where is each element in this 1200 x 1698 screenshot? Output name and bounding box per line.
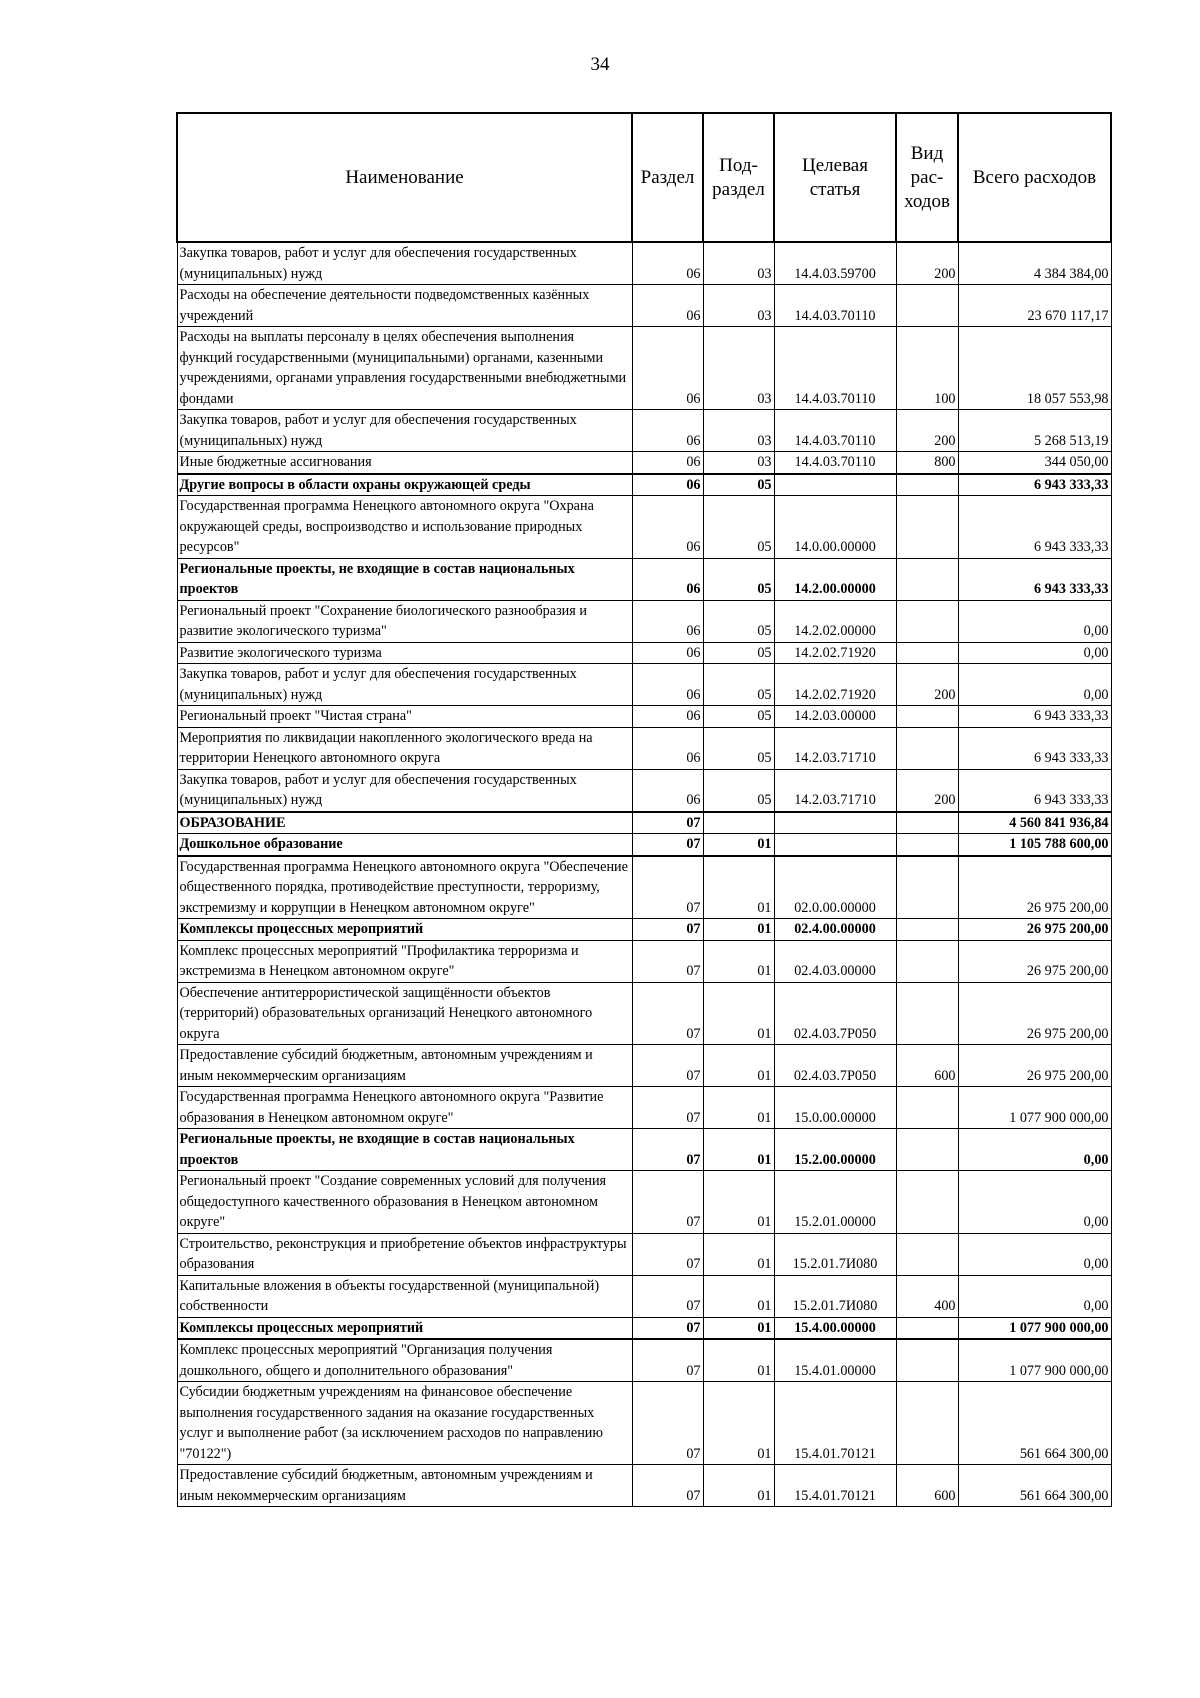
row-section-cell: 07 <box>632 834 703 856</box>
row-subsection-cell: 01 <box>703 919 774 941</box>
table-row <box>177 327 1111 410</box>
row-target-cell: 14.4.03.70110 <box>774 452 896 474</box>
row-total-cell: 344 050,00 <box>958 452 1111 474</box>
row-total-cell: 26 975 200,00 <box>958 856 1111 919</box>
row-name-cell: Комплекс процессных мероприятий "Организация получения дошкольного, общего и дополнительного образования" <box>177 1339 632 1382</box>
row-kind-cell: 200 <box>896 664 958 706</box>
header-section: Раздел <box>632 113 703 242</box>
row-target-cell: 14.2.02.71920 <box>774 642 896 664</box>
row-total-cell: 1 077 900 000,00 <box>958 1339 1111 1382</box>
row-section-cell: 06 <box>632 452 703 474</box>
row-subsection-cell: 01 <box>703 982 774 1045</box>
row-section-cell: 06 <box>632 706 703 728</box>
table-row <box>177 600 1111 642</box>
table-row <box>177 940 1111 982</box>
row-section-cell: 06 <box>632 410 703 452</box>
row-subsection-cell: 03 <box>703 285 774 327</box>
row-target-cell: 14.2.03.71710 <box>774 727 896 769</box>
row-kind-cell <box>896 1087 958 1129</box>
row-total-cell: 1 077 900 000,00 <box>958 1317 1111 1339</box>
table-row <box>177 474 1111 496</box>
row-section-cell: 07 <box>632 856 703 919</box>
row-target-cell: 14.4.03.70110 <box>774 327 896 410</box>
row-target-cell: 15.4.00.00000 <box>774 1317 896 1339</box>
row-subsection-cell: 05 <box>703 727 774 769</box>
row-name-cell: Предоставление субсидий бюджетным, автономным учреждениям и иным некоммерческим организациям <box>177 1045 632 1087</box>
row-name-cell: Комплекс процессных мероприятий "Профилактика терроризма и экстремизма в Ненецком автономном округе" <box>177 940 632 982</box>
row-total-cell: 0,00 <box>958 1129 1111 1171</box>
row-kind-cell <box>896 558 958 600</box>
row-subsection-cell: 05 <box>703 474 774 496</box>
row-section-cell: 06 <box>632 496 703 559</box>
row-target-cell: 15.2.00.00000 <box>774 1129 896 1171</box>
row-name-cell: Дошкольное образование <box>177 834 632 856</box>
table-row <box>177 1087 1111 1129</box>
row-kind-cell <box>896 1382 958 1465</box>
row-section-cell: 07 <box>632 1045 703 1087</box>
table-row <box>177 1129 1111 1171</box>
table-row <box>177 496 1111 559</box>
row-kind-cell <box>896 1339 958 1382</box>
row-kind-cell <box>896 285 958 327</box>
header-total: Всего расходов <box>958 113 1111 242</box>
row-subsection-cell: 03 <box>703 452 774 474</box>
row-kind-cell: 100 <box>896 327 958 410</box>
row-subsection-cell: 05 <box>703 642 774 664</box>
row-target-cell: 15.2.01.00000 <box>774 1171 896 1234</box>
row-name-cell: ОБРАЗОВАНИЕ <box>177 812 632 834</box>
table-row <box>177 285 1111 327</box>
table-row <box>177 706 1111 728</box>
table-body <box>177 242 1111 1507</box>
row-total-cell: 6 943 333,33 <box>958 496 1111 559</box>
row-subsection-cell: 05 <box>703 769 774 812</box>
table-header-row <box>177 113 1111 242</box>
row-name-cell: Расходы на выплаты персоналу в целях обеспечения выполнения функций государственными (муниципальными) органами, казенными учреждениями, органами управления государственными внебюджетными фондами <box>177 327 632 410</box>
row-name-cell: Иные бюджетные ассигнования <box>177 452 632 474</box>
table-row <box>177 919 1111 941</box>
row-total-cell: 6 943 333,33 <box>958 706 1111 728</box>
row-subsection-cell: 05 <box>703 706 774 728</box>
row-subsection-cell: 03 <box>703 410 774 452</box>
table-row <box>177 1465 1111 1507</box>
row-section-cell: 07 <box>632 940 703 982</box>
row-name-cell: Государственная программа Ненецкого автономного округа "Развитие образования в Ненецком автономном округе" <box>177 1087 632 1129</box>
row-total-cell: 0,00 <box>958 642 1111 664</box>
row-target-cell: 15.2.01.7И080 <box>774 1275 896 1317</box>
row-kind-cell <box>896 856 958 919</box>
row-kind-cell <box>896 834 958 856</box>
row-target-cell: 02.4.03.7Р050 <box>774 1045 896 1087</box>
row-total-cell: 6 943 333,33 <box>958 558 1111 600</box>
row-target-cell <box>774 812 896 834</box>
row-name-cell: Закупка товаров, работ и услуг для обеспечения государственных (муниципальных) нужд <box>177 769 632 812</box>
row-subsection-cell: 05 <box>703 664 774 706</box>
row-kind-cell <box>896 1171 958 1234</box>
row-subsection-cell: 01 <box>703 834 774 856</box>
row-section-cell: 06 <box>632 558 703 600</box>
row-name-cell: Государственная программа Ненецкого автономного округа "Охрана окружающей среды, воспроизводство и использование природных ресурсов" <box>177 496 632 559</box>
row-kind-cell <box>896 1233 958 1275</box>
row-section-cell: 06 <box>632 600 703 642</box>
row-target-cell: 02.0.00.00000 <box>774 856 896 919</box>
row-target-cell: 14.2.03.00000 <box>774 706 896 728</box>
row-subsection-cell <box>703 812 774 834</box>
row-total-cell: 5 268 513,19 <box>958 410 1111 452</box>
table-row <box>177 1171 1111 1234</box>
row-kind-cell <box>896 706 958 728</box>
row-total-cell: 26 975 200,00 <box>958 1045 1111 1087</box>
row-total-cell: 0,00 <box>958 1233 1111 1275</box>
header-target: Целевая статья <box>774 113 896 242</box>
header-kind: Вид рас-ходов <box>896 113 958 242</box>
row-total-cell: 561 664 300,00 <box>958 1382 1111 1465</box>
table-row <box>177 242 1111 285</box>
table-row <box>177 664 1111 706</box>
row-section-cell: 07 <box>632 1465 703 1507</box>
page-number: 34 <box>590 54 610 75</box>
row-name-cell: Региональные проекты, не входящие в состав национальных проектов <box>177 1129 632 1171</box>
row-total-cell: 6 943 333,33 <box>958 769 1111 812</box>
row-name-cell: Строительство, реконструкция и приобретение объектов инфраструктуры образования <box>177 1233 632 1275</box>
row-name-cell: Капитальные вложения в объекты государственной (муниципальной) собственности <box>177 1275 632 1317</box>
row-target-cell: 14.2.02.00000 <box>774 600 896 642</box>
row-name-cell: Субсидии бюджетным учреждениям на финансовое обеспечение выполнения государственного задания на оказание государственных услуг и выполнение работ (за исключением расходов по направлению "70122") <box>177 1382 632 1465</box>
row-target-cell: 14.4.03.59700 <box>774 242 896 285</box>
row-kind-cell <box>896 919 958 941</box>
row-kind-cell: 800 <box>896 452 958 474</box>
row-section-cell: 07 <box>632 1233 703 1275</box>
row-subsection-cell: 01 <box>703 1339 774 1382</box>
row-kind-cell <box>896 982 958 1045</box>
row-section-cell: 07 <box>632 1275 703 1317</box>
row-section-cell: 06 <box>632 727 703 769</box>
row-kind-cell: 200 <box>896 410 958 452</box>
row-name-cell: Другие вопросы в области охраны окружающей среды <box>177 474 632 496</box>
row-name-cell: Комплексы процессных мероприятий <box>177 919 632 941</box>
row-target-cell: 15.4.01.70121 <box>774 1465 896 1507</box>
row-section-cell: 06 <box>632 474 703 496</box>
row-section-cell: 07 <box>632 1129 703 1171</box>
row-subsection-cell: 03 <box>703 242 774 285</box>
row-total-cell: 26 975 200,00 <box>958 919 1111 941</box>
row-total-cell: 1 105 788 600,00 <box>958 834 1111 856</box>
row-name-cell: Региональный проект "Сохранение биологического разнообразия и развитие экологического туризма" <box>177 600 632 642</box>
row-total-cell: 561 664 300,00 <box>958 1465 1111 1507</box>
row-section-cell: 06 <box>632 242 703 285</box>
row-section-cell: 06 <box>632 327 703 410</box>
row-subsection-cell: 01 <box>703 1317 774 1339</box>
row-total-cell: 6 943 333,33 <box>958 474 1111 496</box>
row-target-cell: 14.2.02.71920 <box>774 664 896 706</box>
row-subsection-cell: 01 <box>703 1045 774 1087</box>
row-section-cell: 07 <box>632 982 703 1045</box>
row-kind-cell <box>896 642 958 664</box>
row-section-cell: 07 <box>632 1382 703 1465</box>
row-section-cell: 06 <box>632 642 703 664</box>
row-total-cell: 18 057 553,98 <box>958 327 1111 410</box>
table-row <box>177 1317 1111 1339</box>
row-total-cell: 6 943 333,33 <box>958 727 1111 769</box>
row-target-cell: 15.0.00.00000 <box>774 1087 896 1129</box>
row-subsection-cell: 01 <box>703 1275 774 1317</box>
row-total-cell: 4 384 384,00 <box>958 242 1111 285</box>
row-name-cell: Региональный проект "Чистая страна" <box>177 706 632 728</box>
row-kind-cell <box>896 727 958 769</box>
row-target-cell: 02.4.00.00000 <box>774 919 896 941</box>
row-kind-cell: 200 <box>896 769 958 812</box>
table-row <box>177 1339 1111 1382</box>
row-total-cell: 1 077 900 000,00 <box>958 1087 1111 1129</box>
header-name: Наименование <box>177 113 632 242</box>
row-kind-cell <box>896 1317 958 1339</box>
row-section-cell: 07 <box>632 919 703 941</box>
table-row <box>177 834 1111 856</box>
row-name-cell: Мероприятия по ликвидации накопленного экологического вреда на территории Ненецкого автономного округа <box>177 727 632 769</box>
row-subsection-cell: 01 <box>703 1129 774 1171</box>
budget-table <box>176 112 1112 1507</box>
row-section-cell: 07 <box>632 1317 703 1339</box>
table-row <box>177 727 1111 769</box>
row-subsection-cell: 05 <box>703 558 774 600</box>
row-section-cell: 06 <box>632 285 703 327</box>
row-subsection-cell: 01 <box>703 1233 774 1275</box>
table-row <box>177 1275 1111 1317</box>
row-subsection-cell: 05 <box>703 496 774 559</box>
row-total-cell: 0,00 <box>958 664 1111 706</box>
row-subsection-cell: 01 <box>703 1382 774 1465</box>
table-row <box>177 769 1111 812</box>
table-row <box>177 642 1111 664</box>
row-subsection-cell: 01 <box>703 940 774 982</box>
row-subsection-cell: 01 <box>703 1171 774 1234</box>
table-row <box>177 856 1111 919</box>
row-subsection-cell: 01 <box>703 1087 774 1129</box>
row-subsection-cell: 01 <box>703 856 774 919</box>
row-kind-cell: 200 <box>896 242 958 285</box>
row-name-cell: Развитие экологического туризма <box>177 642 632 664</box>
row-subsection-cell: 05 <box>703 600 774 642</box>
row-target-cell: 14.2.00.00000 <box>774 558 896 600</box>
table-row <box>177 558 1111 600</box>
row-total-cell: 26 975 200,00 <box>958 940 1111 982</box>
row-name-cell: Закупка товаров, работ и услуг для обеспечения государственных (муниципальных) нужд <box>177 410 632 452</box>
table-row <box>177 452 1111 474</box>
row-kind-cell: 400 <box>896 1275 958 1317</box>
row-name-cell: Региональный проект "Создание современных условий для получения общедоступного качественного образования в Ненецком автономном округе" <box>177 1171 632 1234</box>
row-name-cell: Закупка товаров, работ и услуг для обеспечения государственных (муниципальных) нужд <box>177 242 632 285</box>
row-target-cell: 15.4.01.70121 <box>774 1382 896 1465</box>
row-section-cell: 07 <box>632 812 703 834</box>
row-kind-cell <box>896 812 958 834</box>
row-name-cell: Закупка товаров, работ и услуг для обеспечения государственных (муниципальных) нужд <box>177 664 632 706</box>
row-section-cell: 07 <box>632 1087 703 1129</box>
row-total-cell: 23 670 117,17 <box>958 285 1111 327</box>
row-kind-cell <box>896 474 958 496</box>
row-target-cell: 14.0.00.00000 <box>774 496 896 559</box>
row-subsection-cell: 01 <box>703 1465 774 1507</box>
row-total-cell: 26 975 200,00 <box>958 982 1111 1045</box>
row-kind-cell: 600 <box>896 1045 958 1087</box>
row-kind-cell <box>896 600 958 642</box>
row-target-cell: 14.2.03.71710 <box>774 769 896 812</box>
row-total-cell: 0,00 <box>958 600 1111 642</box>
row-target-cell: 14.4.03.70110 <box>774 285 896 327</box>
row-name-cell: Предоставление субсидий бюджетным, автономным учреждениям и иным некоммерческим организациям <box>177 1465 632 1507</box>
table-row <box>177 982 1111 1045</box>
row-kind-cell <box>896 940 958 982</box>
header-subsection: Под-раздел <box>703 113 774 242</box>
row-target-cell: 15.2.01.7И080 <box>774 1233 896 1275</box>
row-section-cell: 06 <box>632 769 703 812</box>
row-name-cell: Государственная программа Ненецкого автономного округа "Обеспечение общественного порядка, противодействие преступности, терроризму, экстремизму и коррупции в Ненецком автономном округе" <box>177 856 632 919</box>
row-name-cell: Расходы на обеспечение деятельности подведомственных казённых учреждений <box>177 285 632 327</box>
row-target-cell: 14.4.03.70110 <box>774 410 896 452</box>
row-section-cell: 07 <box>632 1339 703 1382</box>
table-row <box>177 1382 1111 1465</box>
row-section-cell: 06 <box>632 664 703 706</box>
row-total-cell: 0,00 <box>958 1171 1111 1234</box>
row-target-cell <box>774 474 896 496</box>
row-target-cell: 15.4.01.00000 <box>774 1339 896 1382</box>
row-total-cell: 0,00 <box>958 1275 1111 1317</box>
table-row <box>177 812 1111 834</box>
row-kind-cell: 600 <box>896 1465 958 1507</box>
row-name-cell: Обеспечение антитеррористической защищённости объектов (территорий) образовательных организаций Ненецкого автономного округа <box>177 982 632 1045</box>
table-row <box>177 1233 1111 1275</box>
table-row <box>177 410 1111 452</box>
row-subsection-cell: 03 <box>703 327 774 410</box>
row-name-cell: Региональные проекты, не входящие в состав национальных проектов <box>177 558 632 600</box>
row-kind-cell <box>896 1129 958 1171</box>
row-kind-cell <box>896 496 958 559</box>
row-section-cell: 07 <box>632 1171 703 1234</box>
row-target-cell: 02.4.03.00000 <box>774 940 896 982</box>
row-target-cell <box>774 834 896 856</box>
row-total-cell: 4 560 841 936,84 <box>958 812 1111 834</box>
row-name-cell: Комплексы процессных мероприятий <box>177 1317 632 1339</box>
row-target-cell: 02.4.03.7Р050 <box>774 982 896 1045</box>
table-row <box>177 1045 1111 1087</box>
